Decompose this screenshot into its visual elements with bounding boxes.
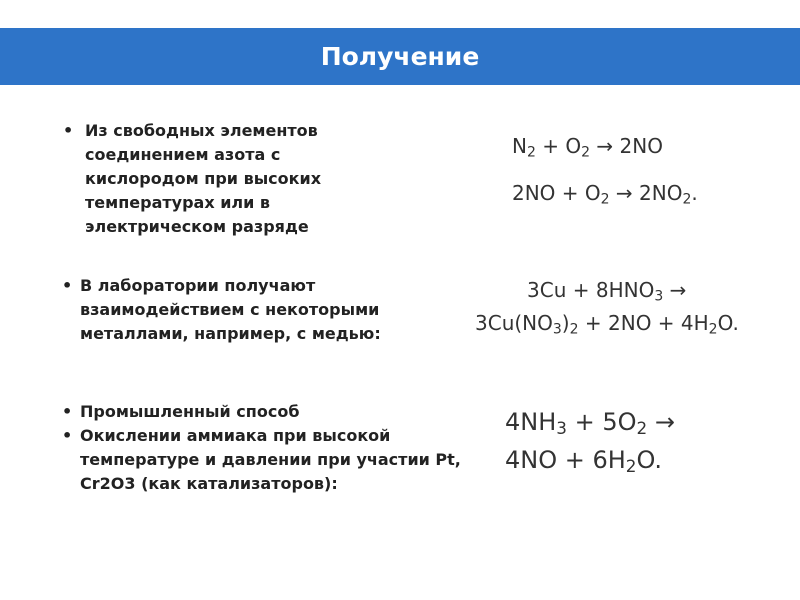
equation-cu-hno3-products: $3Cu(NO_3)_2 + 2NO + 4H_2O$.: [475, 311, 739, 338]
list-item: [62, 274, 442, 346]
bullet-icon: •: [62, 276, 73, 295]
method-text: Промышленный способ: [80, 402, 300, 421]
method-natural-block: [63, 119, 393, 239]
equation-nh3-products: $4NO + 6H_2O$.: [505, 446, 663, 477]
bullet-icon: •: [62, 402, 73, 421]
method-text: Из свободных элементов соединением азота с кислородом при высоких температурах или в электрическом разряде: [85, 121, 322, 236]
equation-n2-o2: $N_2 + O_2 \to 2NO$: [512, 134, 663, 161]
equation-no-o2: $2NO + O_2 \to 2NO_2$.: [512, 181, 698, 208]
bullet-icon: •: [62, 426, 73, 445]
list-item: [62, 400, 482, 424]
bullet-icon: •: [63, 121, 74, 140]
method-industrial-block: [62, 400, 482, 496]
slide-title: Получение: [320, 42, 480, 71]
equation-cu-hno3-reactants: $3Cu + 8HNO_3$ →: [527, 278, 687, 305]
method-text: В лаборатории получают взаимодействием с некоторыми металлами, например, с медью:: [80, 276, 381, 343]
equation-nh3-reactants: $4NH_3 + 5O_2$ →: [505, 408, 675, 439]
list-item: [63, 119, 393, 239]
method-text: Окислении аммиака при высокой температуре и давлении при участии Pt, Cr2O3 (как катализаторов):: [80, 426, 461, 493]
slide-title-bar: [0, 28, 800, 85]
method-lab-block: [62, 274, 442, 346]
list-item: [62, 424, 482, 496]
